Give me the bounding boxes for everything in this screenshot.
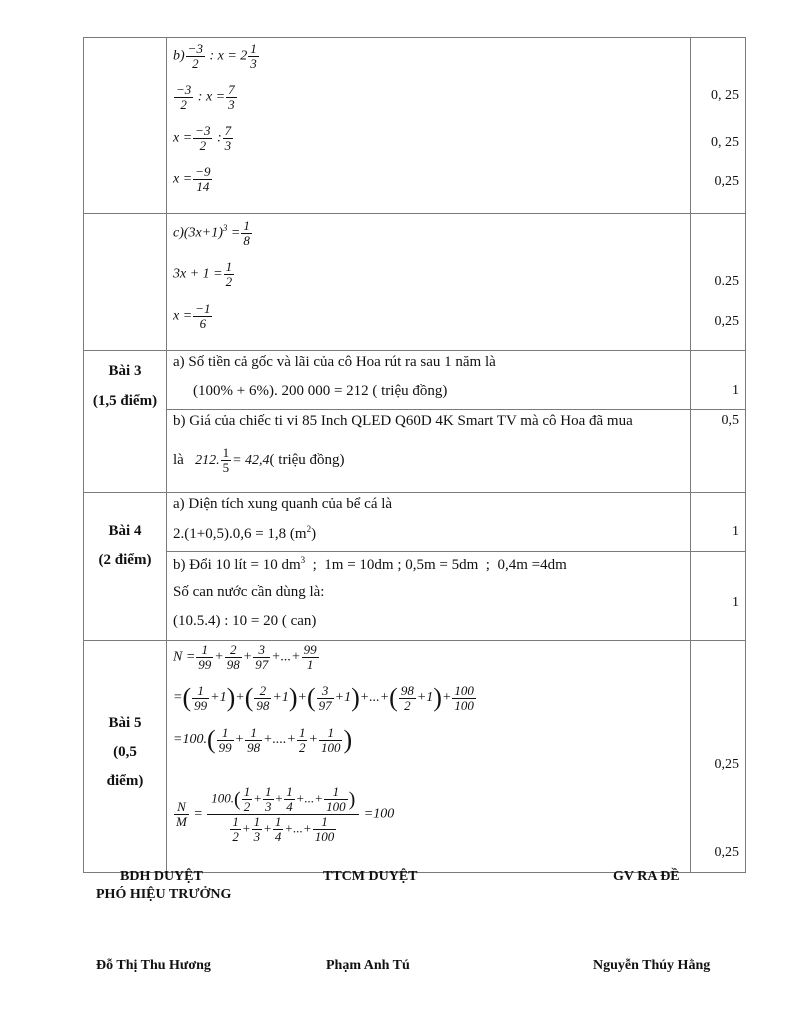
- score: 1: [732, 524, 739, 539]
- bai3-a-line2: (100% + 6%). 200 000 = 212 ( triệu đồng): [193, 383, 448, 399]
- part-c-score-cell: [691, 214, 746, 351]
- score: 0,25: [714, 845, 739, 860]
- sig-name2: Phạm Anh Tú: [326, 958, 410, 973]
- bai4-b-line2: Số can nước cần dùng là:: [173, 584, 325, 600]
- part-c-line2: 3x + 1 = $\frac{1}{2}$: [173, 259, 233, 289]
- part-b-score-cell: [691, 38, 746, 214]
- bai3-b-line2: là 212. $\frac{1}{5}$ = 42,4( triệu đồng): [173, 445, 345, 475]
- part-b-line1: b) $\frac{-3}{2}$ : x = 2 $\frac{1}{3}$: [173, 41, 257, 71]
- bai3-a-score-cell: [691, 351, 746, 410]
- bai5-cell: [167, 641, 691, 873]
- answer-table: [83, 37, 746, 873]
- score: 0.25: [714, 274, 739, 289]
- bai4-a-line1: a) Diện tích xung quanh của bể cá là: [173, 496, 393, 512]
- score: 0,5: [721, 413, 739, 428]
- part-b-line4: x = $\frac{-9}{14}$: [173, 164, 211, 194]
- bai3-a-cell: [167, 351, 691, 410]
- score: 0,25: [714, 757, 739, 772]
- bai4-label-cell: [84, 493, 167, 641]
- bai3-points: (1,5 điểm): [92, 393, 158, 409]
- sig-col1-subtitle: PHÓ HIỆU TRƯỞNG: [96, 887, 232, 902]
- bai3-a-line1: a) Số tiền cả gốc và lãi của cô Hoa rút ra sau 1 năm là: [173, 354, 496, 370]
- bai4-title: Bài 4: [108, 523, 142, 539]
- score: 1: [732, 383, 739, 398]
- bai4-b-line3: (10.5.4) : 10 = 20 ( can): [173, 613, 317, 629]
- sig-name3: Nguyễn Thúy Hằng: [593, 958, 711, 973]
- sig-col3-title: GV RA ĐỀ: [613, 869, 680, 884]
- bai4-a-cell: [167, 493, 691, 552]
- bai5-title: Bài 5: [108, 715, 142, 731]
- part-b-cell: [167, 38, 691, 214]
- bai3-b-cell: [167, 410, 691, 493]
- bai4-b-score-cell: [691, 552, 746, 641]
- part-c-line1: $c)(3x+1)^3$ = $\frac{1}{8}$: [173, 218, 250, 248]
- bai4-b-line1: b) Đổi 10 lít = 10 $dm^3$ ; 1m = 10dm ; 0,5m = 5dm ; 0,4m =4dm: [173, 555, 567, 573]
- bai5-formula-line3: =100.( $\frac{1}{99}$ + $\frac{1}{98}$ +....+ $\frac{1}{2}$ + $\frac{1}{100}$ ): [173, 724, 353, 755]
- empty-label-cell: [84, 38, 167, 214]
- bai5-formula-line2: =( $\frac{1}{99}$ +1)+( $\frac{2}{98}$ +1)+( $\frac{3}{97}$ +1)+...+( $\frac{98}{2}$ +1)+ $\frac{100}{100}$: [173, 682, 474, 713]
- score: 1: [732, 595, 739, 610]
- bai3-title: Bài 3: [108, 363, 142, 379]
- bai3-b-score-cell: [691, 410, 746, 493]
- sig-col1-title: BDH DUYỆT: [120, 869, 203, 884]
- part-b-line3: x = $\frac{-3}{2}$ : $\frac{7}{3}$: [173, 123, 232, 153]
- sig-name1: Đỗ Thị Thu Hương: [96, 958, 211, 973]
- bai4-b-cell: [167, 552, 691, 641]
- bai5-formula-line4: $\frac{N}{M}$ = 100.( $\frac{1}{2}$ + $\frac{1}{3}$ + $\frac{1}{4}$ +...+ $\frac{1}{100}$ ) $\frac{1}{2}$ + $\frac{1}{3}$ + $\frac{1}{4}$ +...+ $\frac{1}{100}$ =100: [176, 784, 395, 844]
- part-c-line3: x = $\frac{-1}{6}$: [173, 301, 211, 331]
- part-c-cell: [167, 214, 691, 351]
- score: 0, 25: [711, 88, 739, 103]
- bai5-label-cell: [84, 641, 167, 873]
- bai5-score-cell: [691, 641, 746, 873]
- bai5-formula-line1: N = $\frac{1}{99}$ + $\frac{2}{98}$ + $\frac{3}{97}$ +...+ $\frac{99}{1}$: [173, 642, 317, 672]
- bai4-a-line2: 2.(1+0,5).0,6 = 1,8 $(m^2)$: [173, 524, 317, 542]
- bai3-b-line1: b) Giá của chiếc ti vi 85 Inch QLED Q60D 4K Smart TV mà cô Hoa đã mua: [173, 413, 633, 429]
- score: 0,25: [714, 174, 739, 189]
- bai4-a-score-cell: [691, 493, 746, 552]
- bai5-points-unit: điểm): [106, 773, 144, 789]
- empty-label-cell: [84, 214, 167, 351]
- score: 0, 25: [711, 135, 739, 150]
- part-b-line2: $\frac{-3}{2}$ : x = $\frac{7}{3}$: [176, 82, 235, 112]
- sig-col2-title: TTCM DUYỆT: [323, 869, 418, 884]
- bai5-points: (0,5: [113, 744, 137, 760]
- score: 0,25: [714, 314, 739, 329]
- bai4-points: (2 điểm): [98, 552, 152, 568]
- bai3-label-cell: [84, 351, 167, 493]
